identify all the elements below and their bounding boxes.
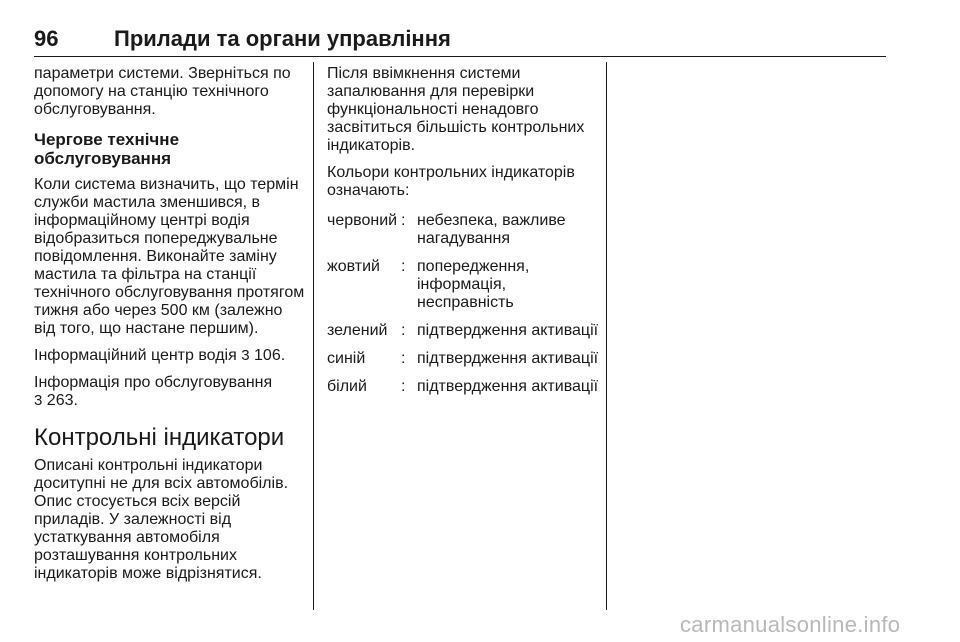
maintenance-paragraph: Коли система визначить, що термін служби мастила зменшився, в інформаційному центрі водія відобразиться попереджувальне повідомлення. Виконайте заміну мастила та фільтра на станції технічного обслуговування протягом тижня або через 500 км (залежно від того, що настане першим). xyxy=(34,176,305,337)
ignition-paragraph: Після ввімкнення системи запалювання для перевірки функціональності ненадовго засвітиться більшість контрольних індикаторів. xyxy=(327,65,585,154)
reference-text: Інформація про обслуговування xyxy=(34,374,273,391)
cross-reference-driver-info xyxy=(34,347,306,365)
column-divider-right xyxy=(606,62,607,610)
color-name: жовтий xyxy=(327,258,380,275)
reference-page[interactable]: 106. xyxy=(254,347,286,364)
color-name: зелений xyxy=(327,322,388,339)
separator: : xyxy=(401,378,406,395)
table-row xyxy=(327,350,599,368)
table-row xyxy=(327,322,599,340)
color-meaning: підтвердження активації xyxy=(417,378,599,395)
table-row xyxy=(327,378,599,396)
cross-reference-service-info xyxy=(34,374,306,410)
separator: : xyxy=(401,212,406,229)
page-reference-icon: 3 xyxy=(34,392,43,409)
color-name: синій xyxy=(327,350,366,367)
maintenance-subheading: Чергове технічне обслуговування xyxy=(34,130,180,168)
separator: : xyxy=(401,258,406,275)
color-name: червоний xyxy=(327,212,398,229)
reference-text: Інформаційний центр водія xyxy=(34,347,237,364)
chapter-title: Прилади та органи управління xyxy=(114,26,451,51)
color-meaning: попередження, інформація, несправність xyxy=(417,258,530,311)
colors-intro: Кольори контрольних індикаторів означають: xyxy=(327,164,575,199)
separator: : xyxy=(401,350,406,367)
page-header xyxy=(34,24,886,57)
color-meaning: небезпека, важливе нагадування xyxy=(417,212,566,247)
left-column xyxy=(34,65,306,592)
color-meaning-table xyxy=(327,212,599,396)
table-row xyxy=(327,258,599,312)
color-name: білий xyxy=(327,378,367,395)
right-column xyxy=(327,65,599,406)
page-number: 96 xyxy=(34,26,59,51)
column-divider-left xyxy=(313,62,314,610)
section-heading: Контрольні індикатори xyxy=(34,424,285,451)
separator: : xyxy=(401,322,406,339)
page-reference-icon: 3 xyxy=(241,347,250,364)
intro-paragraph: параметри системи. Зверніться по допомогу на станцію технічного обслуговування. xyxy=(34,65,291,118)
table-row xyxy=(327,212,599,248)
color-meaning: підтвердження активації xyxy=(417,322,599,339)
indicators-paragraph: Описані контрольні індикатори доситупні не для всіх автомобілів. Опис стосується всіх версій приладів. У залежності від устаткування автомобіля розташування контрольних індикаторів може відрізнятися. xyxy=(34,457,289,582)
reference-page[interactable]: 263. xyxy=(46,392,78,409)
watermark: carmanualsonline.info xyxy=(680,612,901,637)
color-meaning: підтвердження активації xyxy=(417,350,599,367)
